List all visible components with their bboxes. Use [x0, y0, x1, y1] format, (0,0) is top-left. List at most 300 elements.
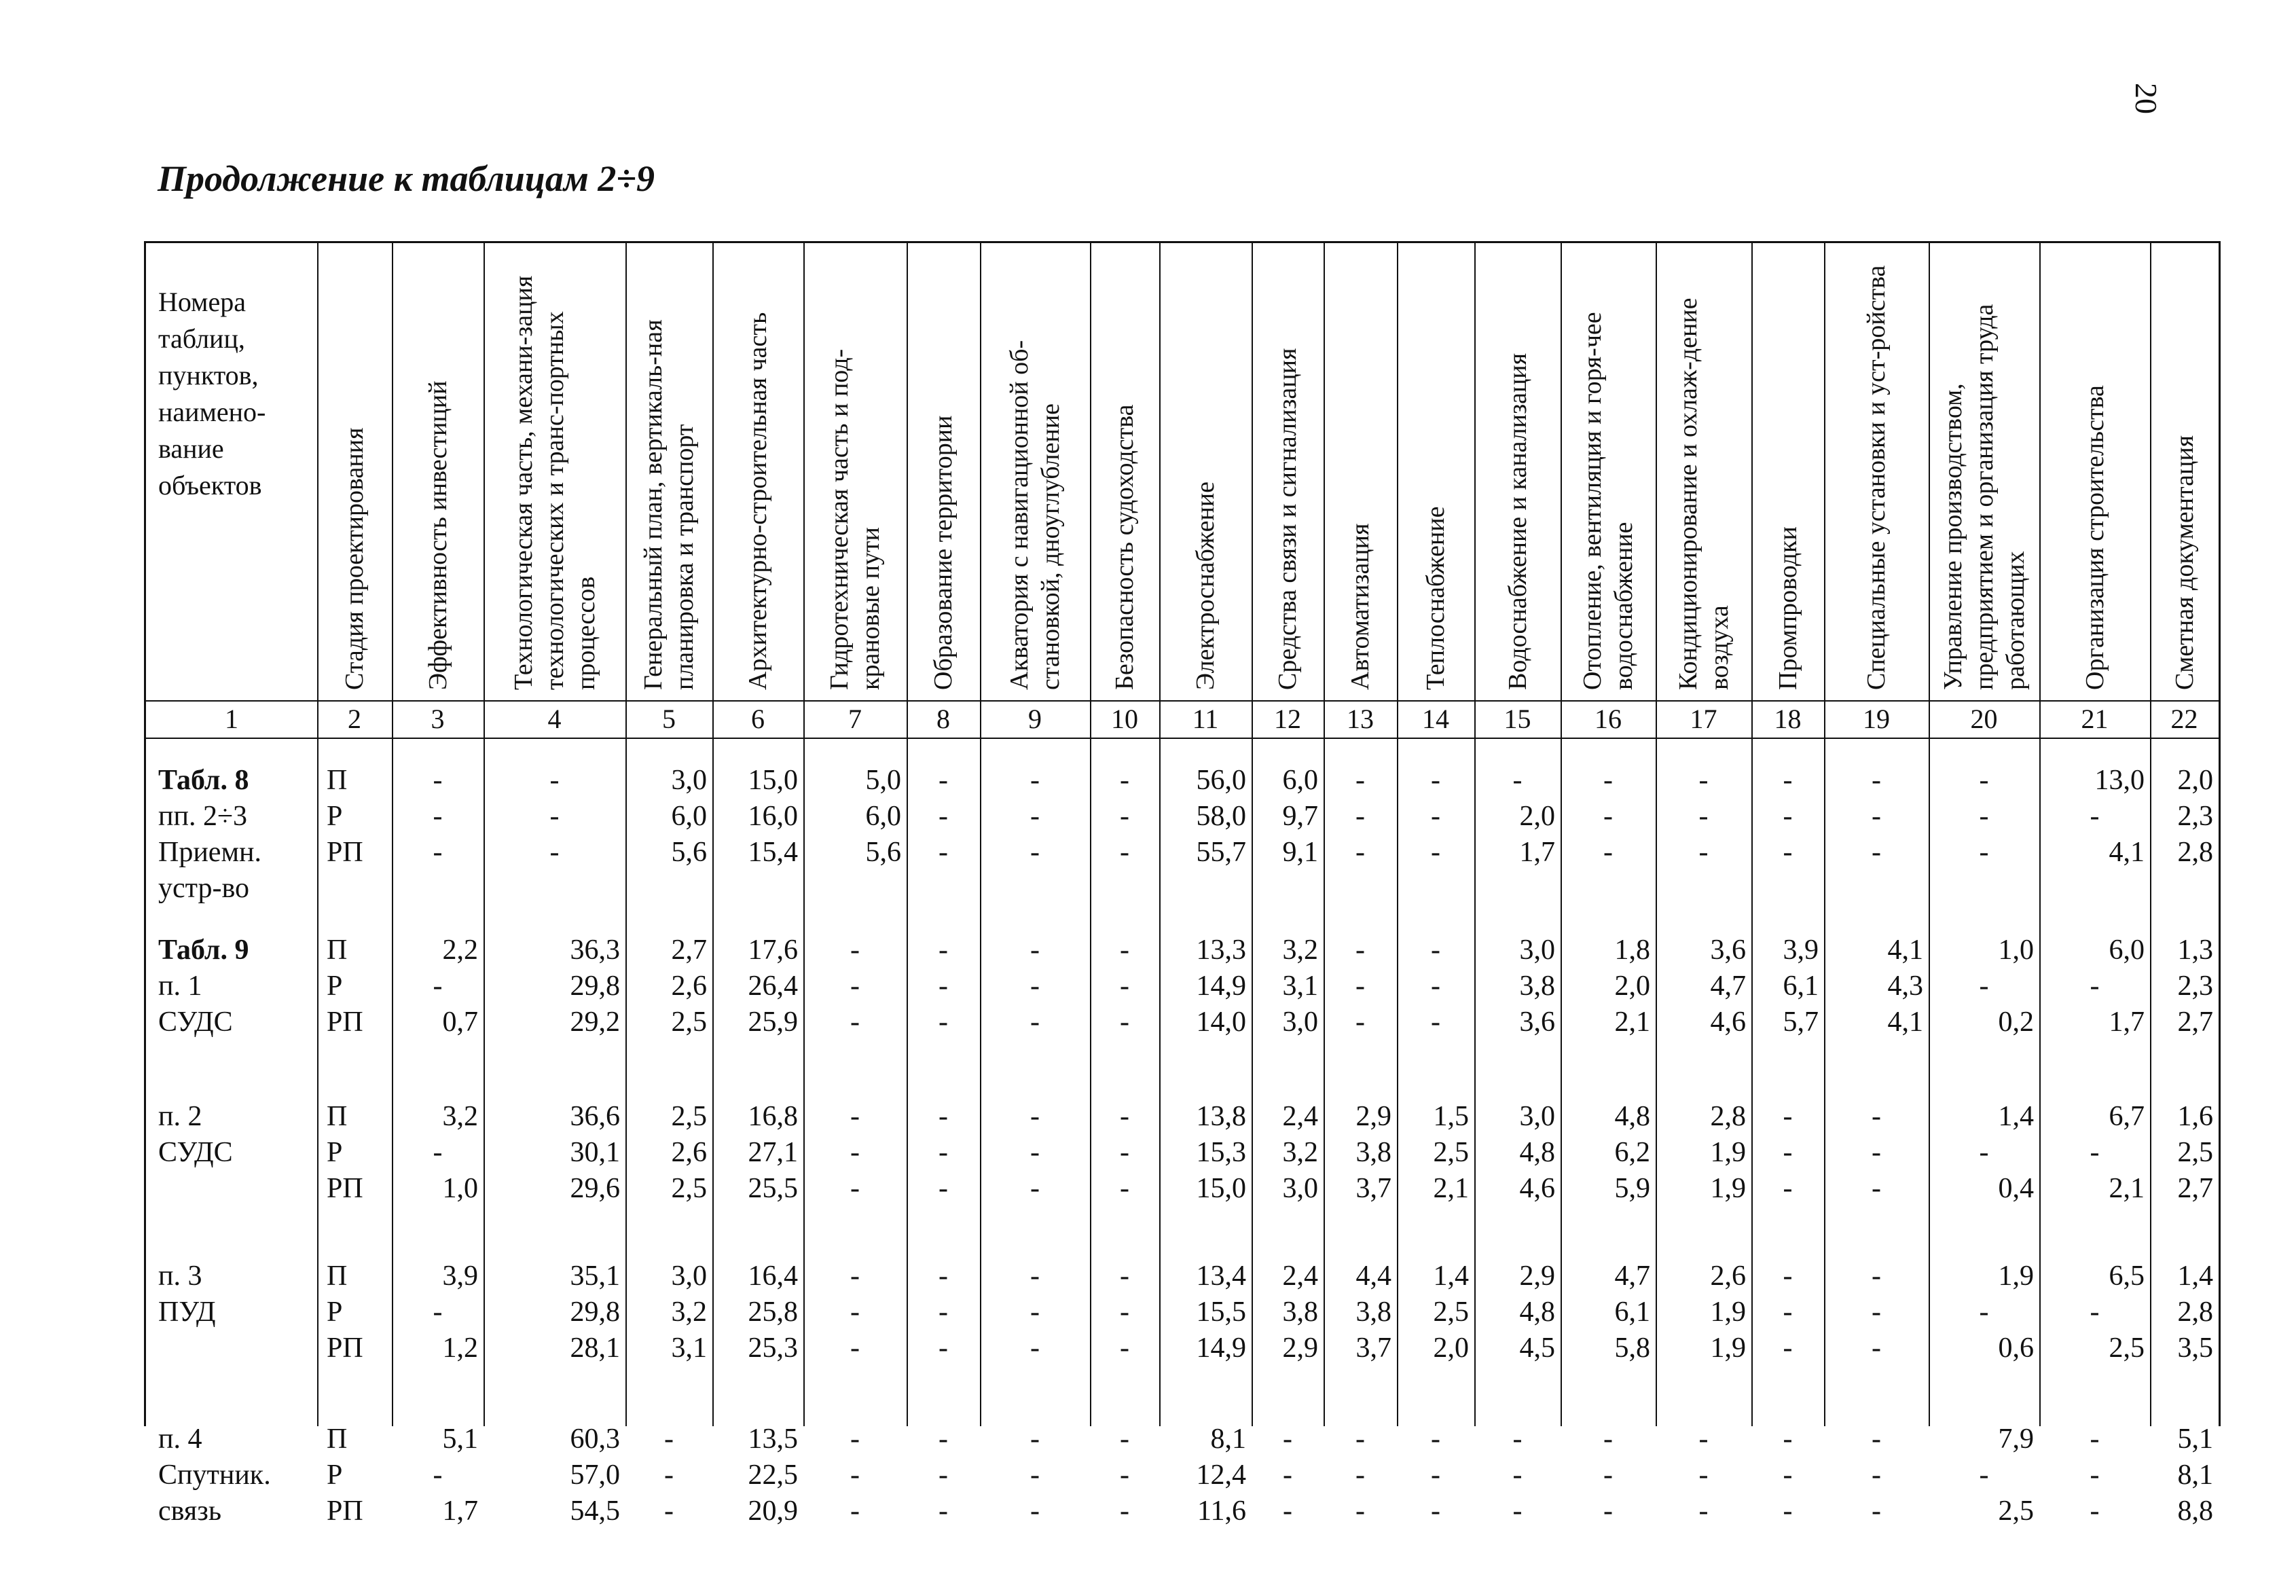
value-cell: -	[1872, 1332, 1881, 1364]
column-header	[1929, 243, 2039, 698]
value-cell: 2,2	[442, 935, 478, 966]
value-cell: -	[1355, 1423, 1365, 1455]
value-cell: -	[1120, 1137, 1129, 1168]
value-cell: -	[1030, 1332, 1040, 1364]
value-cell: -	[1030, 1006, 1040, 1038]
header-object-names	[158, 284, 314, 504]
object-label-line: Спутник.	[158, 1459, 271, 1491]
value-cell: -	[1120, 1101, 1129, 1132]
column-header	[1324, 243, 1397, 698]
value-cell: -	[850, 1423, 860, 1455]
value-cell: -	[850, 1332, 860, 1364]
value-cell: 3,6	[1710, 935, 1746, 966]
value-cell: -	[1030, 1495, 1040, 1527]
value-cell: 6,5	[2109, 1261, 2145, 1292]
object-label-line: п. 4	[158, 1423, 202, 1455]
value-cell: 5,1	[442, 1423, 478, 1455]
value-cell: 30,1	[570, 1137, 620, 1168]
value-cell: -	[549, 801, 560, 832]
value-cell: 3,1	[671, 1332, 707, 1364]
value-cell: 6,1	[1614, 1296, 1650, 1328]
value-cell: -	[939, 1173, 948, 1204]
object-label-line: Приемн.	[158, 837, 262, 868]
value-cell: -	[1872, 801, 1881, 832]
value-cell: -	[1979, 1459, 1989, 1491]
column-number: 13	[1347, 704, 1374, 734]
column-number: 10	[1111, 704, 1138, 734]
value-cell: 0,7	[442, 1006, 478, 1038]
value-cell: 2,5	[1433, 1137, 1469, 1168]
value-cell: 0,6	[1998, 1332, 2034, 1364]
value-cell: -	[1431, 935, 1440, 966]
column-number: 15	[1504, 704, 1531, 734]
value-cell: 1,6	[2177, 1101, 2213, 1132]
value-cell: 3,6	[1519, 1006, 1555, 1038]
value-cell: 2,6	[1710, 1261, 1746, 1292]
value-cell: -	[2090, 1296, 2100, 1328]
value-cell: 3,0	[671, 765, 707, 796]
value-cell: -	[1872, 1137, 1881, 1168]
value-cell: 29,8	[570, 971, 620, 1002]
value-cell: -	[850, 1459, 860, 1491]
value-cell: -	[850, 971, 860, 1002]
header-line: объектов	[158, 470, 262, 501]
value-cell: 15,0	[748, 765, 798, 796]
column-number: 6	[751, 704, 765, 734]
value-cell: 3,0	[671, 1261, 707, 1292]
value-cell: 4,4	[1355, 1261, 1391, 1292]
value-cell: 27,1	[748, 1137, 798, 1168]
row-divider	[146, 738, 2219, 739]
value-cell: 13,0	[2094, 765, 2145, 796]
value-cell: 4,5	[1519, 1332, 1555, 1364]
value-cell: 3,8	[1519, 971, 1555, 1002]
column-number: 2	[348, 704, 361, 734]
value-cell: 4,6	[1519, 1173, 1555, 1204]
value-cell: 1,4	[1433, 1261, 1469, 1292]
value-cell: -	[1120, 971, 1129, 1002]
column-header	[2150, 243, 2219, 698]
value-cell: -	[1030, 801, 1040, 832]
value-cell: -	[1283, 1459, 1292, 1491]
value-cell: -	[939, 837, 948, 868]
column-header-text: Сметная документация	[2170, 435, 2199, 690]
value-cell: -	[664, 1423, 674, 1455]
object-label-line: СУДС	[158, 1006, 233, 1038]
value-cell: -	[1355, 837, 1365, 868]
value-cell: -	[1030, 1261, 1040, 1292]
value-cell: -	[1120, 801, 1129, 832]
value-cell: 1,0	[1998, 935, 2034, 966]
value-cell: 54,5	[570, 1495, 620, 1527]
stage-cell: П	[327, 1101, 348, 1132]
value-cell: 1,7	[1519, 837, 1555, 868]
value-cell: -	[2090, 1459, 2100, 1491]
value-cell: -	[850, 1173, 860, 1204]
header-line: вание	[158, 433, 224, 464]
value-cell: -	[1431, 971, 1440, 1002]
value-cell: -	[1512, 765, 1523, 796]
value-cell: -	[1783, 1332, 1793, 1364]
stage-cell: РП	[327, 837, 363, 868]
column-header-text: Электроснабжение	[1191, 481, 1220, 690]
value-cell: -	[1783, 1423, 1793, 1455]
object-label-line: связь	[158, 1495, 221, 1527]
value-cell: -	[2090, 1423, 2100, 1455]
value-cell: 8,8	[2177, 1495, 2213, 1527]
object-label-line: Табл. 8	[158, 765, 249, 796]
value-cell: -	[1120, 1261, 1129, 1292]
value-cell: 0,2	[1998, 1006, 2034, 1038]
value-cell: 5,1	[2177, 1423, 2213, 1455]
value-cell: -	[939, 1495, 948, 1527]
value-cell: -	[1698, 801, 1709, 832]
value-cell: 13,8	[1196, 1101, 1246, 1132]
header-line: пунктов,	[158, 360, 259, 391]
value-cell: 25,8	[748, 1296, 798, 1328]
column-number: 18	[1774, 704, 1802, 734]
column-number: 9	[1028, 704, 1042, 734]
value-cell: -	[1783, 1261, 1793, 1292]
value-cell: 14,9	[1196, 971, 1246, 1002]
value-cell: -	[2090, 1137, 2100, 1168]
value-cell: 1,9	[1710, 1173, 1746, 1204]
column-header	[392, 243, 484, 698]
value-cell: 1,3	[2177, 935, 2213, 966]
value-cell: -	[939, 1261, 948, 1292]
value-cell: -	[1431, 837, 1440, 868]
value-cell: -	[1030, 1459, 1040, 1491]
value-cell: -	[1030, 1101, 1040, 1132]
value-cell: 2,9	[1282, 1332, 1318, 1364]
value-cell: 15,4	[748, 837, 798, 868]
object-label-line: устр-во	[158, 873, 250, 904]
column-header-text: Кондиционирование и охлаж-дение воздуха	[1673, 297, 1734, 690]
column-header-text: Теплоснабжение	[1421, 506, 1450, 690]
column-header-text: Технологическая часть, механи-зация технологических и транс-портных процессов	[509, 275, 600, 690]
value-cell: -	[850, 1101, 860, 1132]
stage-cell: П	[327, 1423, 348, 1455]
value-cell: -	[1979, 765, 1989, 796]
value-cell: 1,9	[1710, 1332, 1746, 1364]
column-header-text: Архитектурно-строительная часть	[744, 312, 772, 690]
value-cell: -	[1979, 1137, 1989, 1168]
column-number: 16	[1595, 704, 1622, 734]
value-cell: 25,9	[748, 1006, 798, 1038]
value-cell: 9,7	[1282, 801, 1318, 832]
value-cell: -	[1355, 1006, 1365, 1038]
value-cell: -	[1872, 1423, 1881, 1455]
value-cell: 6,1	[1783, 971, 1819, 1002]
value-cell: -	[939, 1423, 948, 1455]
value-cell: -	[1120, 1332, 1129, 1364]
value-cell: 5,9	[1614, 1173, 1650, 1204]
stage-cell: Р	[327, 1296, 343, 1328]
value-cell: -	[939, 1101, 948, 1132]
value-cell: -	[939, 1137, 948, 1168]
column-header-text: Эффективность инвестиций	[423, 380, 452, 690]
column-header	[1397, 243, 1474, 698]
value-cell: -	[664, 1495, 674, 1527]
value-cell: -	[850, 1495, 860, 1527]
value-cell: -	[1783, 801, 1793, 832]
value-cell: 2,5	[2177, 1137, 2213, 1168]
value-cell: -	[1783, 1137, 1793, 1168]
value-cell: -	[1783, 1173, 1793, 1204]
value-cell: 16,8	[748, 1101, 798, 1132]
stage-cell: Р	[327, 971, 343, 1002]
value-cell: 4,1	[1887, 935, 1923, 966]
value-cell: 25,3	[748, 1332, 798, 1364]
value-cell: 2,5	[671, 1173, 707, 1204]
column-number: 22	[2170, 704, 2198, 734]
column-header-text: Управление производством, предприятием и организация труда работающих	[1938, 304, 2030, 690]
value-cell: 2,5	[671, 1006, 707, 1038]
value-cell: 2,0	[2177, 765, 2213, 796]
value-cell: 3,9	[1783, 935, 1819, 966]
value-cell: 3,2	[1282, 1137, 1318, 1168]
value-cell: -	[664, 1459, 674, 1491]
value-cell: 0,4	[1998, 1173, 2034, 1204]
value-cell: -	[1431, 765, 1440, 796]
header-line: таблиц,	[158, 323, 245, 354]
value-cell: -	[1512, 1423, 1523, 1455]
column-header	[712, 243, 803, 698]
value-cell: -	[1030, 935, 1040, 966]
table-row	[146, 1258, 2219, 1294]
value-cell: -	[1603, 1423, 1613, 1455]
value-cell: 20,9	[748, 1495, 798, 1527]
column-header	[1252, 243, 1324, 698]
table-row	[146, 1493, 2219, 1529]
value-cell: 36,3	[570, 935, 620, 966]
value-cell: -	[1783, 1296, 1793, 1328]
value-cell: -	[1872, 1261, 1881, 1292]
value-cell: 22,5	[748, 1459, 798, 1491]
value-cell: 1,4	[2177, 1261, 2213, 1292]
value-cell: -	[1030, 1423, 1040, 1455]
value-cell: -	[1355, 801, 1365, 832]
table-row	[146, 1330, 2219, 1366]
column-header	[1751, 243, 1824, 698]
value-cell: 2,3	[2177, 801, 2213, 832]
value-cell: 3,0	[1282, 1006, 1318, 1038]
value-cell: 2,7	[671, 935, 707, 966]
value-cell: 16,0	[748, 801, 798, 832]
value-cell: -	[1120, 1495, 1129, 1527]
value-cell: 1,9	[1998, 1261, 2034, 1292]
value-cell: 1,9	[1710, 1137, 1746, 1168]
value-cell: 5,6	[671, 837, 707, 868]
value-cell: 7,9	[1998, 1423, 2034, 1455]
value-cell: 6,0	[865, 801, 901, 832]
value-cell: 55,7	[1196, 837, 1246, 868]
value-cell: 2,9	[1519, 1261, 1555, 1292]
value-cell: 16,4	[748, 1261, 798, 1292]
value-cell: 6,0	[1282, 765, 1318, 796]
value-cell: -	[850, 1006, 860, 1038]
value-cell: 4,1	[1887, 1006, 1923, 1038]
stage-cell: Р	[327, 1137, 343, 1168]
value-cell: -	[1120, 935, 1129, 966]
value-cell: 3,0	[1519, 935, 1555, 966]
table-row	[146, 1457, 2219, 1493]
page-number: 20	[2129, 83, 2164, 114]
value-cell: 56,0	[1196, 765, 1246, 796]
column-number: 12	[1274, 704, 1301, 734]
column-number: 21	[2081, 704, 2109, 734]
value-cell: 2,9	[1355, 1101, 1391, 1132]
column-header-text: Организация строительства	[2080, 385, 2109, 690]
value-cell: 3,2	[671, 1296, 707, 1328]
value-cell: 2,0	[1519, 801, 1555, 832]
value-cell: 2,4	[1282, 1101, 1318, 1132]
value-cell: 11,6	[1197, 1495, 1246, 1527]
column-header-text: Автоматизация	[1346, 523, 1374, 690]
value-cell: 58,0	[1196, 801, 1246, 832]
value-cell: -	[2090, 971, 2100, 1002]
value-cell: 13,4	[1196, 1261, 1246, 1292]
value-cell: 3,0	[1282, 1173, 1318, 1204]
value-cell: 1,4	[1998, 1101, 2034, 1132]
column-number: 7	[848, 704, 862, 734]
value-cell: 13,5	[748, 1423, 798, 1455]
header-line: Номера	[158, 287, 246, 317]
value-cell: 2,6	[671, 1137, 707, 1168]
column-header-text: Стадия проектирования	[340, 427, 369, 690]
value-cell: -	[1120, 1006, 1129, 1038]
stage-cell: РП	[327, 1332, 363, 1364]
value-cell: 4,3	[1887, 971, 1923, 1002]
value-cell: 29,6	[570, 1173, 620, 1204]
value-cell: -	[1283, 1495, 1292, 1527]
value-cell: -	[1872, 1101, 1881, 1132]
column-header-text: Безопасность судоходства	[1110, 404, 1139, 690]
column-number: 1	[225, 704, 238, 734]
value-cell: -	[1979, 801, 1989, 832]
value-cell: -	[1120, 837, 1129, 868]
value-cell: 14,0	[1196, 1006, 1246, 1038]
value-cell: 3,7	[1355, 1332, 1391, 1364]
stage-cell: П	[327, 1261, 348, 1292]
table-row	[146, 1294, 2219, 1330]
value-cell: -	[1872, 765, 1881, 796]
value-cell: 4,8	[1614, 1101, 1650, 1132]
value-cell: -	[1431, 1495, 1440, 1527]
value-cell: -	[1431, 1423, 1440, 1455]
object-label-line: ПУД	[158, 1296, 216, 1328]
value-cell: 2,8	[1710, 1101, 1746, 1132]
value-cell: -	[1872, 1296, 1881, 1328]
value-cell: -	[1979, 1296, 1989, 1328]
value-cell: 2,8	[2177, 837, 2213, 868]
value-cell: 2,5	[1433, 1296, 1469, 1328]
column-number: 11	[1192, 704, 1219, 734]
value-cell: 1,2	[442, 1332, 478, 1364]
value-cell: 4,8	[1519, 1137, 1555, 1168]
value-cell: 3,1	[1282, 971, 1318, 1002]
value-cell: -	[850, 1296, 860, 1328]
column-header-text: Промпроводки	[1773, 526, 1802, 690]
value-cell: 3,9	[442, 1261, 478, 1292]
column-number: 19	[1863, 704, 1890, 734]
value-cell: 15,0	[1196, 1173, 1246, 1204]
value-cell: -	[1783, 837, 1793, 868]
table-row	[146, 1171, 2219, 1207]
value-cell: -	[850, 935, 860, 966]
value-cell: -	[939, 801, 948, 832]
value-cell: 17,6	[748, 935, 798, 966]
value-cell: -	[1120, 1173, 1129, 1204]
value-cell: -	[549, 765, 560, 796]
value-cell: 2,5	[1998, 1495, 2034, 1527]
value-cell: 1,9	[1710, 1296, 1746, 1328]
value-cell: -	[1431, 1459, 1440, 1491]
value-cell: 3,2	[1282, 935, 1318, 966]
value-cell: -	[850, 1137, 860, 1168]
value-cell: 3,7	[1355, 1173, 1391, 1204]
value-cell: 1,7	[2109, 1006, 2145, 1038]
value-cell: -	[939, 1459, 948, 1491]
value-cell: -	[1979, 837, 1989, 868]
value-cell: -	[2090, 801, 2100, 832]
value-cell: 2,6	[671, 971, 707, 1002]
value-cell: 3,8	[1355, 1296, 1391, 1328]
value-cell: 4,8	[1519, 1296, 1555, 1328]
column-header	[1159, 243, 1252, 698]
value-cell: 2,5	[2109, 1332, 2145, 1364]
column-number: 5	[662, 704, 676, 734]
value-cell: 2,3	[2177, 971, 2213, 1002]
value-cell: -	[1872, 1459, 1881, 1491]
value-cell: 3,0	[1519, 1101, 1555, 1132]
column-header-text: Водоснабжение и канализация	[1503, 352, 1532, 690]
stage-cell: РП	[327, 1495, 363, 1527]
column-number: 17	[1690, 704, 1717, 734]
table-row	[146, 835, 2219, 871]
value-cell: -	[1355, 1459, 1365, 1491]
object-label-line: п. 1	[158, 971, 202, 1002]
table-row	[146, 932, 2219, 968]
column-header	[980, 243, 1090, 698]
value-cell: 28,1	[570, 1332, 620, 1364]
value-cell: -	[1698, 1495, 1709, 1527]
value-cell: 26,4	[748, 971, 798, 1002]
value-cell: 5,0	[865, 765, 901, 796]
stage-cell: П	[327, 935, 348, 966]
value-cell: 4,7	[1614, 1261, 1650, 1292]
value-cell: 2,8	[2177, 1296, 2213, 1328]
column-header	[484, 243, 625, 698]
column-number: 20	[1970, 704, 1998, 734]
value-cell: -	[850, 1261, 860, 1292]
value-cell: -	[1355, 765, 1365, 796]
object-label-line: п. 2	[158, 1101, 202, 1132]
value-cell: 2,1	[1614, 1006, 1650, 1038]
value-cell: 2,7	[2177, 1173, 2213, 1204]
value-cell: 2,0	[1433, 1332, 1469, 1364]
value-cell: 2,1	[2109, 1173, 2145, 1204]
value-cell: -	[1979, 971, 1989, 1002]
value-cell: -	[939, 765, 948, 796]
value-cell: 14,9	[1196, 1332, 1246, 1364]
value-cell: 6,2	[1614, 1137, 1650, 1168]
table-row	[146, 1135, 2219, 1171]
column-header-text: Генеральный план, вертикаль-ная планировка и транспорт	[639, 319, 699, 690]
column-header	[317, 243, 392, 698]
value-cell: -	[2090, 1495, 2100, 1527]
value-cell: -	[1120, 1459, 1129, 1491]
